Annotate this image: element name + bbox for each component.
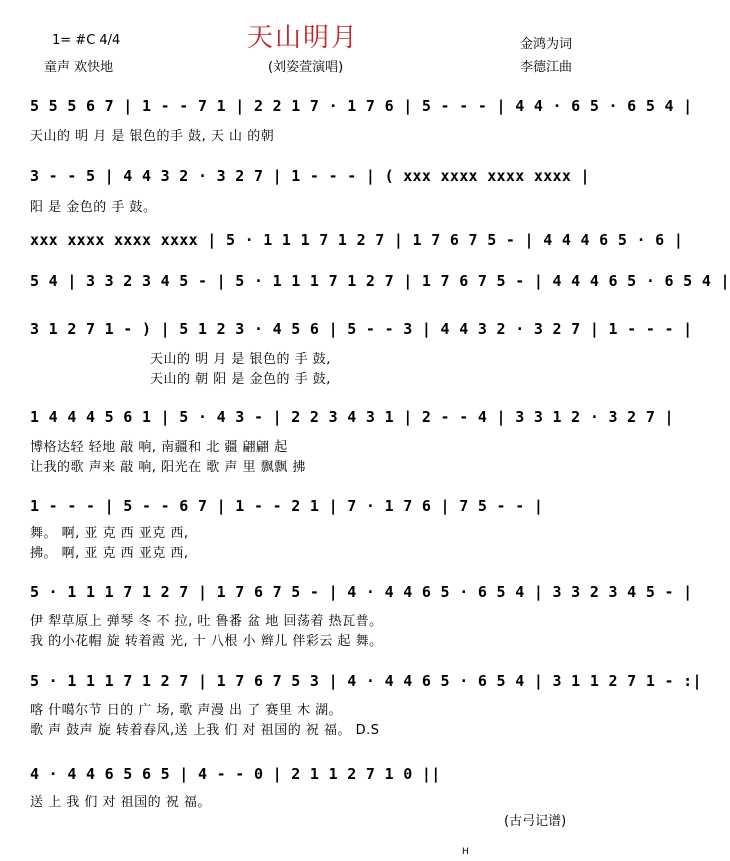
lyricist-credit: 金鸿为词 [520, 37, 573, 52]
lyric-line-1: 天山的 明 月 是 银色的手 鼓, 天 山 的朝 [30, 129, 275, 144]
song-title: 天山明月 [247, 23, 360, 53]
lyric-line-5a: 天山的 明 月 是 银色的 手 鼓, [150, 352, 331, 367]
transcriber-credit: (古弓记谱) [504, 814, 567, 829]
lyric-line-7a: 舞。 啊, 亚 克 西 亚克 西, [30, 526, 189, 541]
lyric-line-5b: 天山的 朝 阳 是 金色的 手 鼓, [150, 372, 331, 387]
lyric-line-10: 送 上 我 们 对 祖国的 祝 福。 [30, 795, 211, 810]
lyric-line-9a: 喀 什噶尔节 日的 广 场, 歌 声漫 出 了 赛里 木 湖。 [30, 703, 343, 718]
notation-line-2: 3 - - 5 | 4 4 3 2 · 3 2 7 | 1 - - - | ( xxx xxxx xxxx xxxx | [30, 167, 590, 185]
notation-line-10: 4 · 4 4 6 5 6 5 | 4 - - 0 | 2 1 1 2 7 1 0 || [30, 765, 441, 783]
notation-line-3: xxx xxxx xxxx xxxx | 5 · 1 1 1 7 1 2 7 | 1 7 6 7 5 - | 4 4 4 6 5 · 6 | [30, 231, 684, 249]
notation-line-1: 5 5 5 6 7 | 1 - - 7 1 | 2 2 1 7 · 1 7 6 | 5 - - - | 4 4 · 6 5 · 6 5 4 | [30, 97, 693, 115]
notation-line-6: 1 4 4 4 5 6 1 | 5 · 4 3 - | 2 2 3 4 3 1 | 2 - - 4 | 3 3 1 2 · 3 2 7 | [30, 408, 674, 426]
notation-line-8: 5 · 1 1 1 7 1 2 7 | 1 7 6 7 5 - | 4 · 4 4 6 5 · 6 5 4 | 3 3 2 3 4 5 - | [30, 583, 693, 601]
key-signature: 1= #C 4/4 [52, 33, 121, 48]
performance-style: 童声 欢快地 [44, 60, 114, 75]
lyric-line-2: 阳 是 金色的 手 鼓。 [30, 200, 157, 215]
lyric-line-7b: 拂。 啊, 亚 克 西 亚克 西, [30, 546, 189, 561]
lyric-line-6b: 让我的歌 声来 敲 响, 阳光在 歌 声 里 飘飘 拂 [30, 460, 306, 475]
composer-credit: 李德江曲 [520, 60, 573, 75]
notation-line-9: 5 · 1 1 1 7 1 2 7 | 1 7 6 7 5 3 | 4 · 4 4 6 5 · 6 5 4 | 3 1 1 2 7 1 - :| [30, 672, 702, 690]
notation-line-7: 1 - - - | 5 - - 6 7 | 1 - - 2 1 | 7 · 1 7 6 | 7 5 - - | [30, 497, 544, 515]
lyric-line-9b: 歌 声 鼓声 旋 转着春风,送 上我 们 对 祖国的 祝 福。 D.S [30, 723, 380, 738]
lyric-line-8a: 伊 犁草原上 弹琴 冬 不 拉, 吐 鲁番 盆 地 回荡着 热瓦普。 [30, 614, 383, 629]
lyric-line-8b: 我 的小花帽 旋 转着霞 光, 十 八根 小 辫儿 伴彩云 起 舞。 [30, 634, 383, 649]
corner-mark: H [462, 847, 469, 857]
lyric-line-6a: 博格达轻 轻地 敲 响, 南疆和 北 疆 翩翩 起 [30, 440, 288, 455]
singer-credit: (刘姿萱演唱) [268, 60, 344, 75]
notation-line-5: 3 1 2 7 1 - ) | 5 1 2 3 · 4 5 6 | 5 - - 3 | 4 4 3 2 · 3 2 7 | 1 - - - | [30, 320, 693, 338]
notation-line-4: 5 4 | 3 3 2 3 4 5 - | 5 · 1 1 1 7 1 2 7 | 1 7 6 7 5 - | 4 4 4 6 5 · 6 5 4 | [30, 272, 730, 290]
